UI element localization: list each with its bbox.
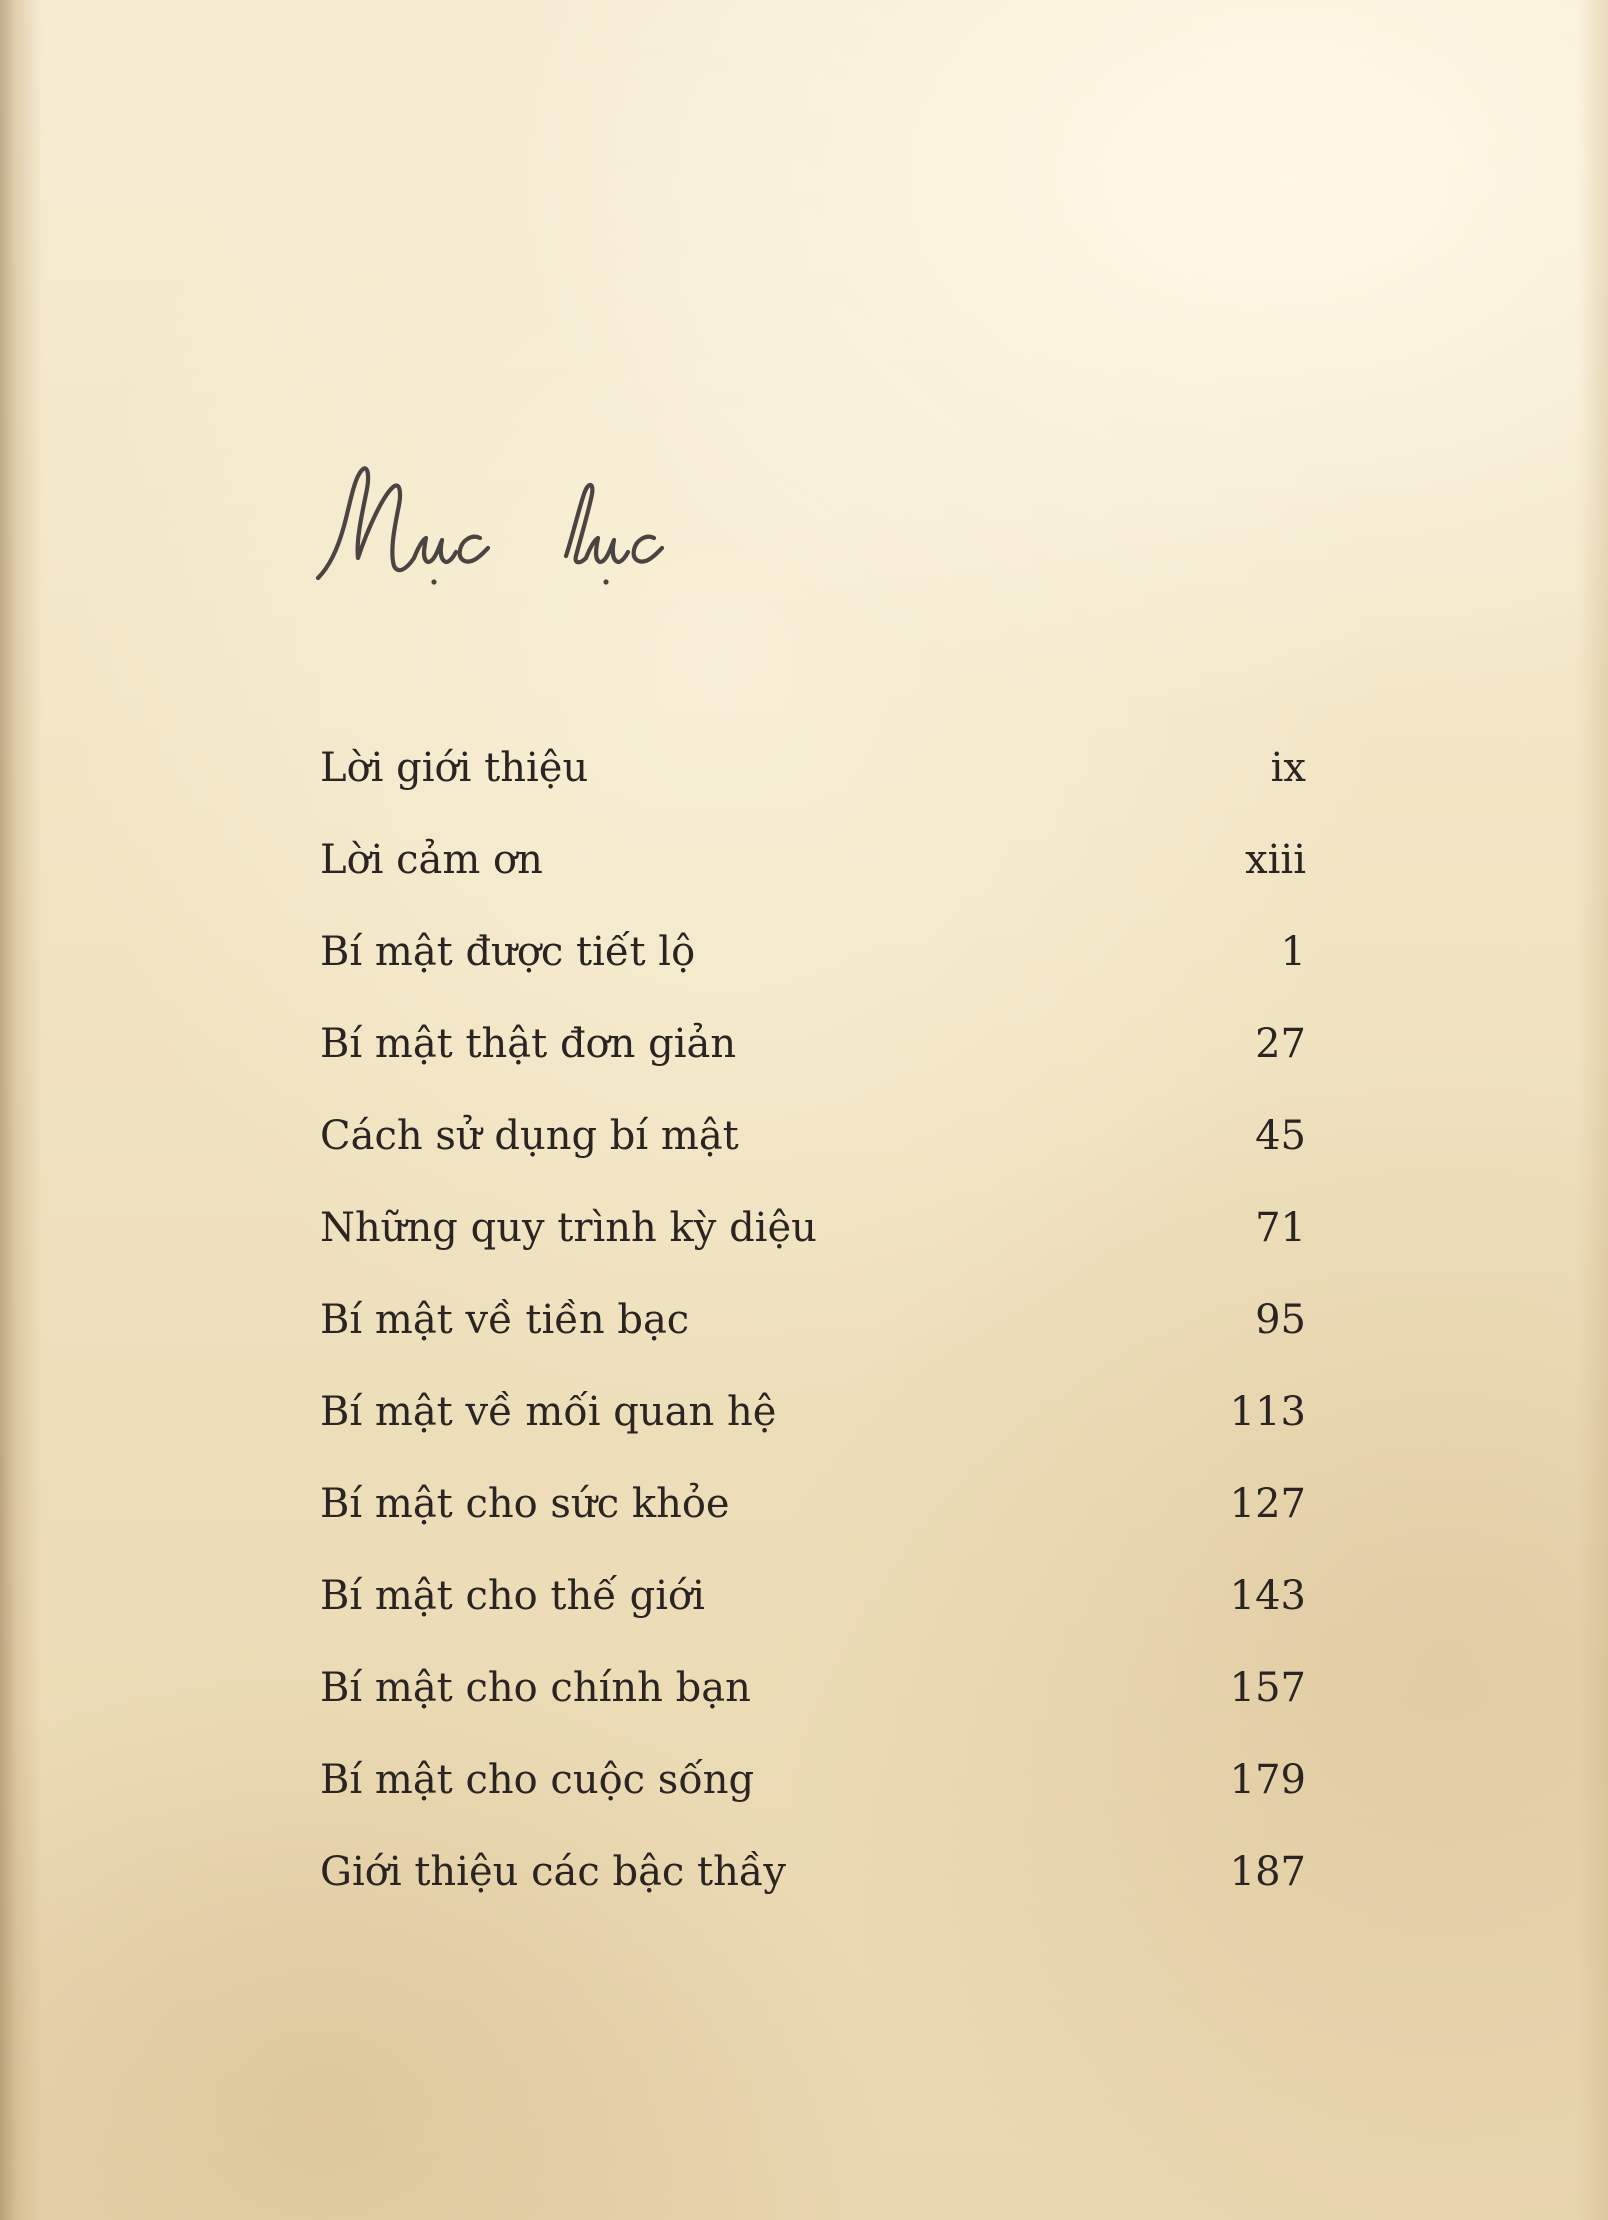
toc-entry-page: xiii [1245,837,1306,883]
toc-entry [320,738,1306,830]
toc-entry-title: Bí mật được tiết lộ [320,929,696,975]
toc-entry-title: Bí mật cho chính bạn [320,1665,751,1711]
toc-entry [320,1382,1306,1474]
toc-entry [320,1014,1306,1106]
toc-entry-title: Lời giới thiệu [320,745,589,791]
toc-entry [320,1290,1306,1382]
toc-entry-title: Bí mật về mối quan hệ [320,1389,777,1435]
toc-entry-page: 179 [1229,1757,1306,1803]
toc-entry [320,1106,1306,1198]
toc-entry-page: 157 [1229,1665,1306,1711]
toc-entry [320,1474,1306,1566]
toc-entry-title: Bí mật thật đơn giản [320,1021,737,1067]
script-heading-mark [310,448,730,608]
toc-entry [320,922,1306,1014]
toc-entry-page: 143 [1229,1573,1306,1619]
toc-entry-page: 113 [1229,1389,1306,1435]
toc-entry-title: Bí mật cho thế giới [320,1573,705,1619]
toc-entry [320,1566,1306,1658]
toc-entry-page: 95 [1255,1297,1306,1343]
toc-entry [320,830,1306,922]
toc-entry-title: Bí mật về tiền bạc [320,1297,690,1343]
page-title [310,448,730,608]
toc-entry-title: Bí mật cho sức khỏe [320,1481,730,1527]
toc-entry [320,1750,1306,1842]
page-edge-shadow [1578,0,1608,2220]
toc-entry-title: Lời cảm ơn [320,837,543,883]
toc-entry-title: Giới thiệu các bậc thầy [320,1849,786,1895]
page-spine-shadow [0,0,42,2220]
toc-entry-page: 27 [1255,1021,1306,1067]
toc-entry-page: ix [1270,745,1306,791]
toc-entry-title: Những quy trình kỳ diệu [320,1205,817,1251]
table-of-contents [320,738,1306,1934]
toc-entry-page: 127 [1229,1481,1306,1527]
toc-entry-page: 1 [1280,929,1306,975]
toc-entry-title: Bí mật cho cuộc sống [320,1757,755,1803]
toc-entry [320,1842,1306,1934]
toc-entry-page: 187 [1229,1849,1306,1895]
toc-entry [320,1658,1306,1750]
toc-entry-title: Cách sử dụng bí mật [320,1113,739,1159]
toc-entry-page: 71 [1255,1205,1306,1251]
toc-entry [320,1198,1306,1290]
toc-entry-page: 45 [1255,1113,1306,1159]
